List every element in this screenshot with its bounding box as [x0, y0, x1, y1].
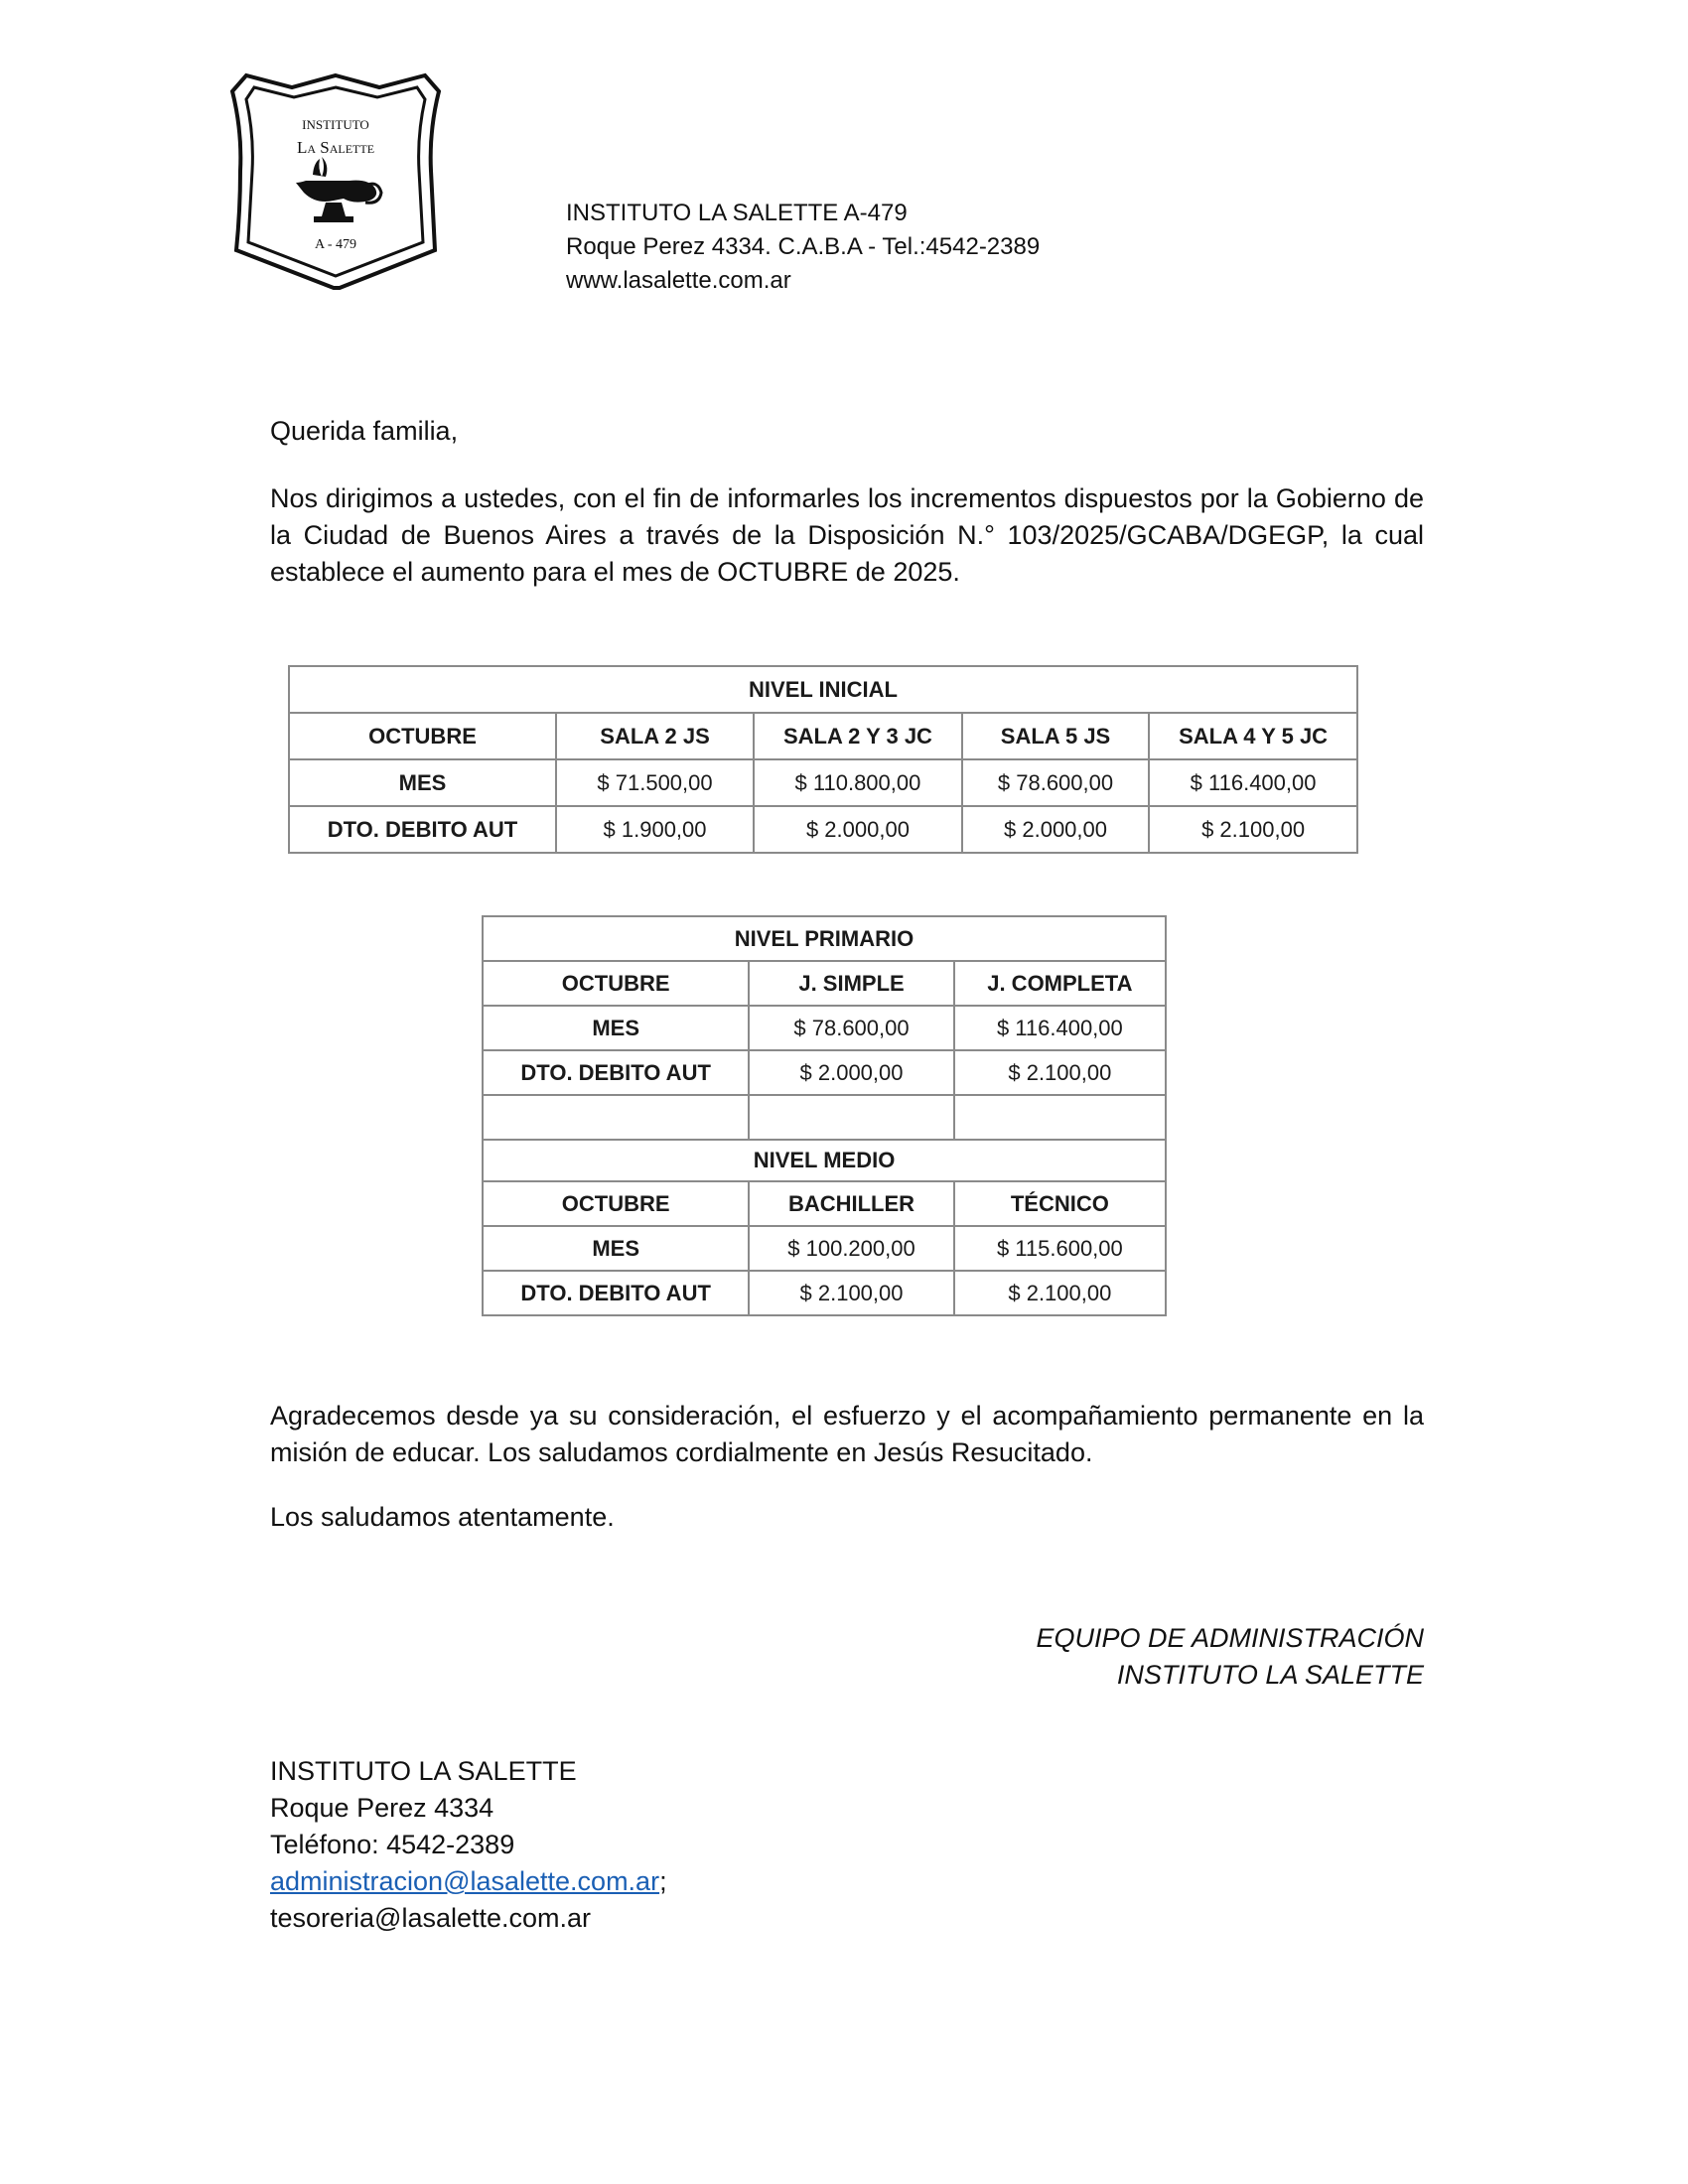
footer-phone: Teléfono: 4542-2389: [270, 1830, 515, 1859]
table-title: NIVEL PRIMARIO: [483, 916, 1166, 961]
column-header: SALA 5 JS: [962, 713, 1149, 759]
row-label: DTO. DEBITO AUT: [483, 1050, 749, 1095]
header-contact: [566, 197, 1040, 298]
header-address: Roque Perez 4334. C.A.B.A - Tel.:4542-2389: [566, 233, 1041, 260]
footer-contact: [270, 1753, 667, 1937]
logo-text-line3: A - 479: [315, 237, 356, 252]
table-nivel-inicial: [288, 665, 1358, 854]
row-label: DTO. DEBITO AUT: [483, 1271, 749, 1315]
signature-block: [1036, 1620, 1424, 1694]
table-row: [483, 1006, 1166, 1050]
closing-text: Los saludamos atentamente.: [270, 1502, 615, 1532]
logo-text-line1: INSTITUTO: [302, 117, 369, 132]
table-cell-empty: [749, 1095, 953, 1140]
email-link-administracion[interactable]: administracion@lasalette.com.ar: [270, 1866, 660, 1896]
column-header: BACHILLER: [749, 1181, 953, 1226]
logo-text-line2: La Salette: [296, 138, 375, 157]
closing-paragraph: [270, 1499, 1424, 1536]
signature-line2: INSTITUTO LA SALETTE: [1116, 1660, 1424, 1690]
table-cell: $ 100.200,00: [749, 1226, 953, 1271]
column-header: SALA 2 Y 3 JC: [754, 713, 962, 759]
table-title: NIVEL MEDIO: [483, 1140, 1166, 1181]
column-header: OCTUBRE: [483, 961, 749, 1006]
row-label: MES: [289, 759, 556, 806]
header-website: www.lasalette.com.ar: [566, 267, 791, 294]
table-row: [483, 1226, 1166, 1271]
table-cell-empty: [483, 1095, 749, 1140]
row-label: DTO. DEBITO AUT: [289, 806, 556, 853]
thanks-text: Agradecemos desde ya su consideración, el esfuerzo y el acompañamiento permanente en la misión de educar. Los saludamos cordialmente en Jesús Resucitado.: [270, 1401, 1424, 1467]
table-cell: $ 110.800,00: [754, 759, 962, 806]
table-nivel-primario-medio: [482, 915, 1167, 1316]
table-cell: $ 2.000,00: [962, 806, 1149, 853]
column-header: J. SIMPLE: [749, 961, 953, 1006]
table-cell: $ 2.100,00: [1149, 806, 1357, 853]
table-title: NIVEL INICIAL: [289, 666, 1357, 713]
table-cell: $ 2.100,00: [749, 1271, 953, 1315]
table-row: [483, 1050, 1166, 1095]
table-cell-empty: [954, 1095, 1166, 1140]
table-row: [483, 1271, 1166, 1315]
column-header: SALA 4 Y 5 JC: [1149, 713, 1357, 759]
column-header: TÉCNICO: [954, 1181, 1166, 1226]
table-row-empty: [483, 1095, 1166, 1140]
thanks-paragraph: [270, 1398, 1424, 1471]
footer-email-row: [270, 1863, 667, 1900]
column-header: OCTUBRE: [483, 1181, 749, 1226]
table-cell: $ 2.000,00: [754, 806, 962, 853]
table-cell: $ 2.100,00: [954, 1271, 1166, 1315]
footer-address: Roque Perez 4334: [270, 1793, 494, 1823]
table-cell: $ 1.900,00: [556, 806, 754, 853]
institute-logo: [230, 71, 441, 292]
table-cell: $ 2.100,00: [954, 1050, 1166, 1095]
greeting: [270, 413, 1424, 450]
intro-text: Nos dirigimos a ustedes, con el fin de informarles los incrementos dispuestos por la Gobierno de la Ciudad de Buenos Aires a través de la Disposición N.° 103/2025/GCABA/DGEGP, la cual establece el aumento para el mes de OCTUBRE de 2025.: [270, 483, 1424, 587]
footer-email-tesoreria: tesoreria@lasalette.com.ar: [270, 1903, 592, 1933]
table-cell: $ 2.000,00: [749, 1050, 953, 1095]
row-label: MES: [483, 1226, 749, 1271]
table-cell: $ 116.400,00: [954, 1006, 1166, 1050]
table-row: [289, 806, 1357, 853]
column-header: J. COMPLETA: [954, 961, 1166, 1006]
column-header: OCTUBRE: [289, 713, 556, 759]
signature-line1: EQUIPO DE ADMINISTRACIÓN: [1036, 1623, 1424, 1653]
intro-paragraph: [270, 480, 1424, 591]
email-separator: ;: [659, 1866, 667, 1896]
row-label: MES: [483, 1006, 749, 1050]
table-row: [289, 759, 1357, 806]
table-cell: $ 116.400,00: [1149, 759, 1357, 806]
footer-institute-name: INSTITUTO LA SALETTE: [270, 1756, 577, 1786]
column-header: SALA 2 JS: [556, 713, 754, 759]
table-cell: $ 71.500,00: [556, 759, 754, 806]
table-cell: $ 78.600,00: [749, 1006, 953, 1050]
table-cell: $ 78.600,00: [962, 759, 1149, 806]
header-institute-name: INSTITUTO LA SALETTE A-479: [566, 200, 908, 226]
greeting-text: Querida familia,: [270, 416, 459, 446]
table-cell: $ 115.600,00: [954, 1226, 1166, 1271]
